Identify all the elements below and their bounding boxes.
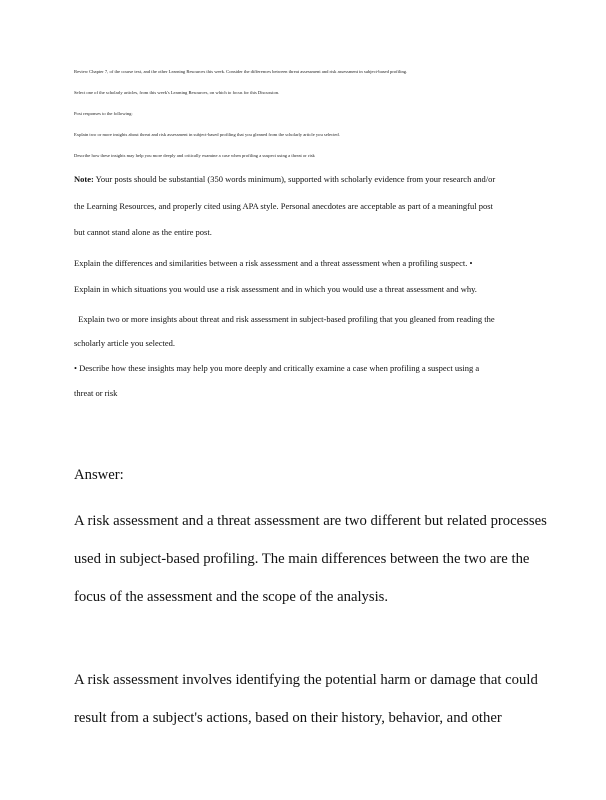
prompt-line: • Describe how these insights may help you more deeply and critically examine a case when profiling a suspect using a [74,363,480,373]
prompt-line: threat or risk [74,388,118,398]
note-line: but cannot stand alone as the entire post. [74,227,212,237]
note-text: Your posts should be substantial (350 words minimum), supported with scholarly evidence from your research and/or [95,174,496,184]
prompt-line: scholarly article you selected. [74,338,176,348]
answer-heading: Answer: [74,467,124,483]
instruction-line: Explain two or more insights about threat and risk assessment in subject-based profiling that you gleaned from the scholarly article you selected. [74,132,340,137]
answer-paragraph-line: A risk assessment and a threat assessment are two different but related processes [74,513,547,529]
prompt-line: Explain the differences and similarities between a risk assessment and a threat assessment when a profiling suspect. • [74,258,473,268]
prompt-line: Explain two or more insights about threat and risk assessment in subject-based profiling that you gleaned from reading the [74,314,495,324]
note-label: Note: [74,174,94,184]
instruction-line: Review Chapter 7, of the course text, and the other Learning Resources this week. Consider the differences between threat assessment and risk assessment in subject-based profiling. [74,69,408,74]
note-line: the Learning Resources, and properly cited using APA style. Personal anecdotes are acceptable as part of a meaningful post [74,201,493,211]
instruction-line: Describe how these insights may help you more deeply and critically examine a case when profiling a suspect using a threat or risk [74,153,315,158]
note-line [74,174,544,185]
answer-paragraph-line: result from a subject's actions, based on their history, behavior, and other [74,710,502,726]
answer-paragraph-line: A risk assessment involves identifying the potential harm or damage that could [74,672,538,688]
instruction-line: Select one of the scholarly articles, from this week's Learning Resources, on which to focus for this Discussion. [74,90,280,95]
instruction-line: Post responses to the following: [74,111,133,116]
answer-paragraph-line: focus of the assessment and the scope of the analysis. [74,589,389,605]
prompt-line: Explain in which situations you would use a risk assessment and in which you would use a threat assessment and why. [74,284,477,294]
answer-paragraph-line: used in subject-based profiling. The main differences between the two are the [74,551,530,567]
